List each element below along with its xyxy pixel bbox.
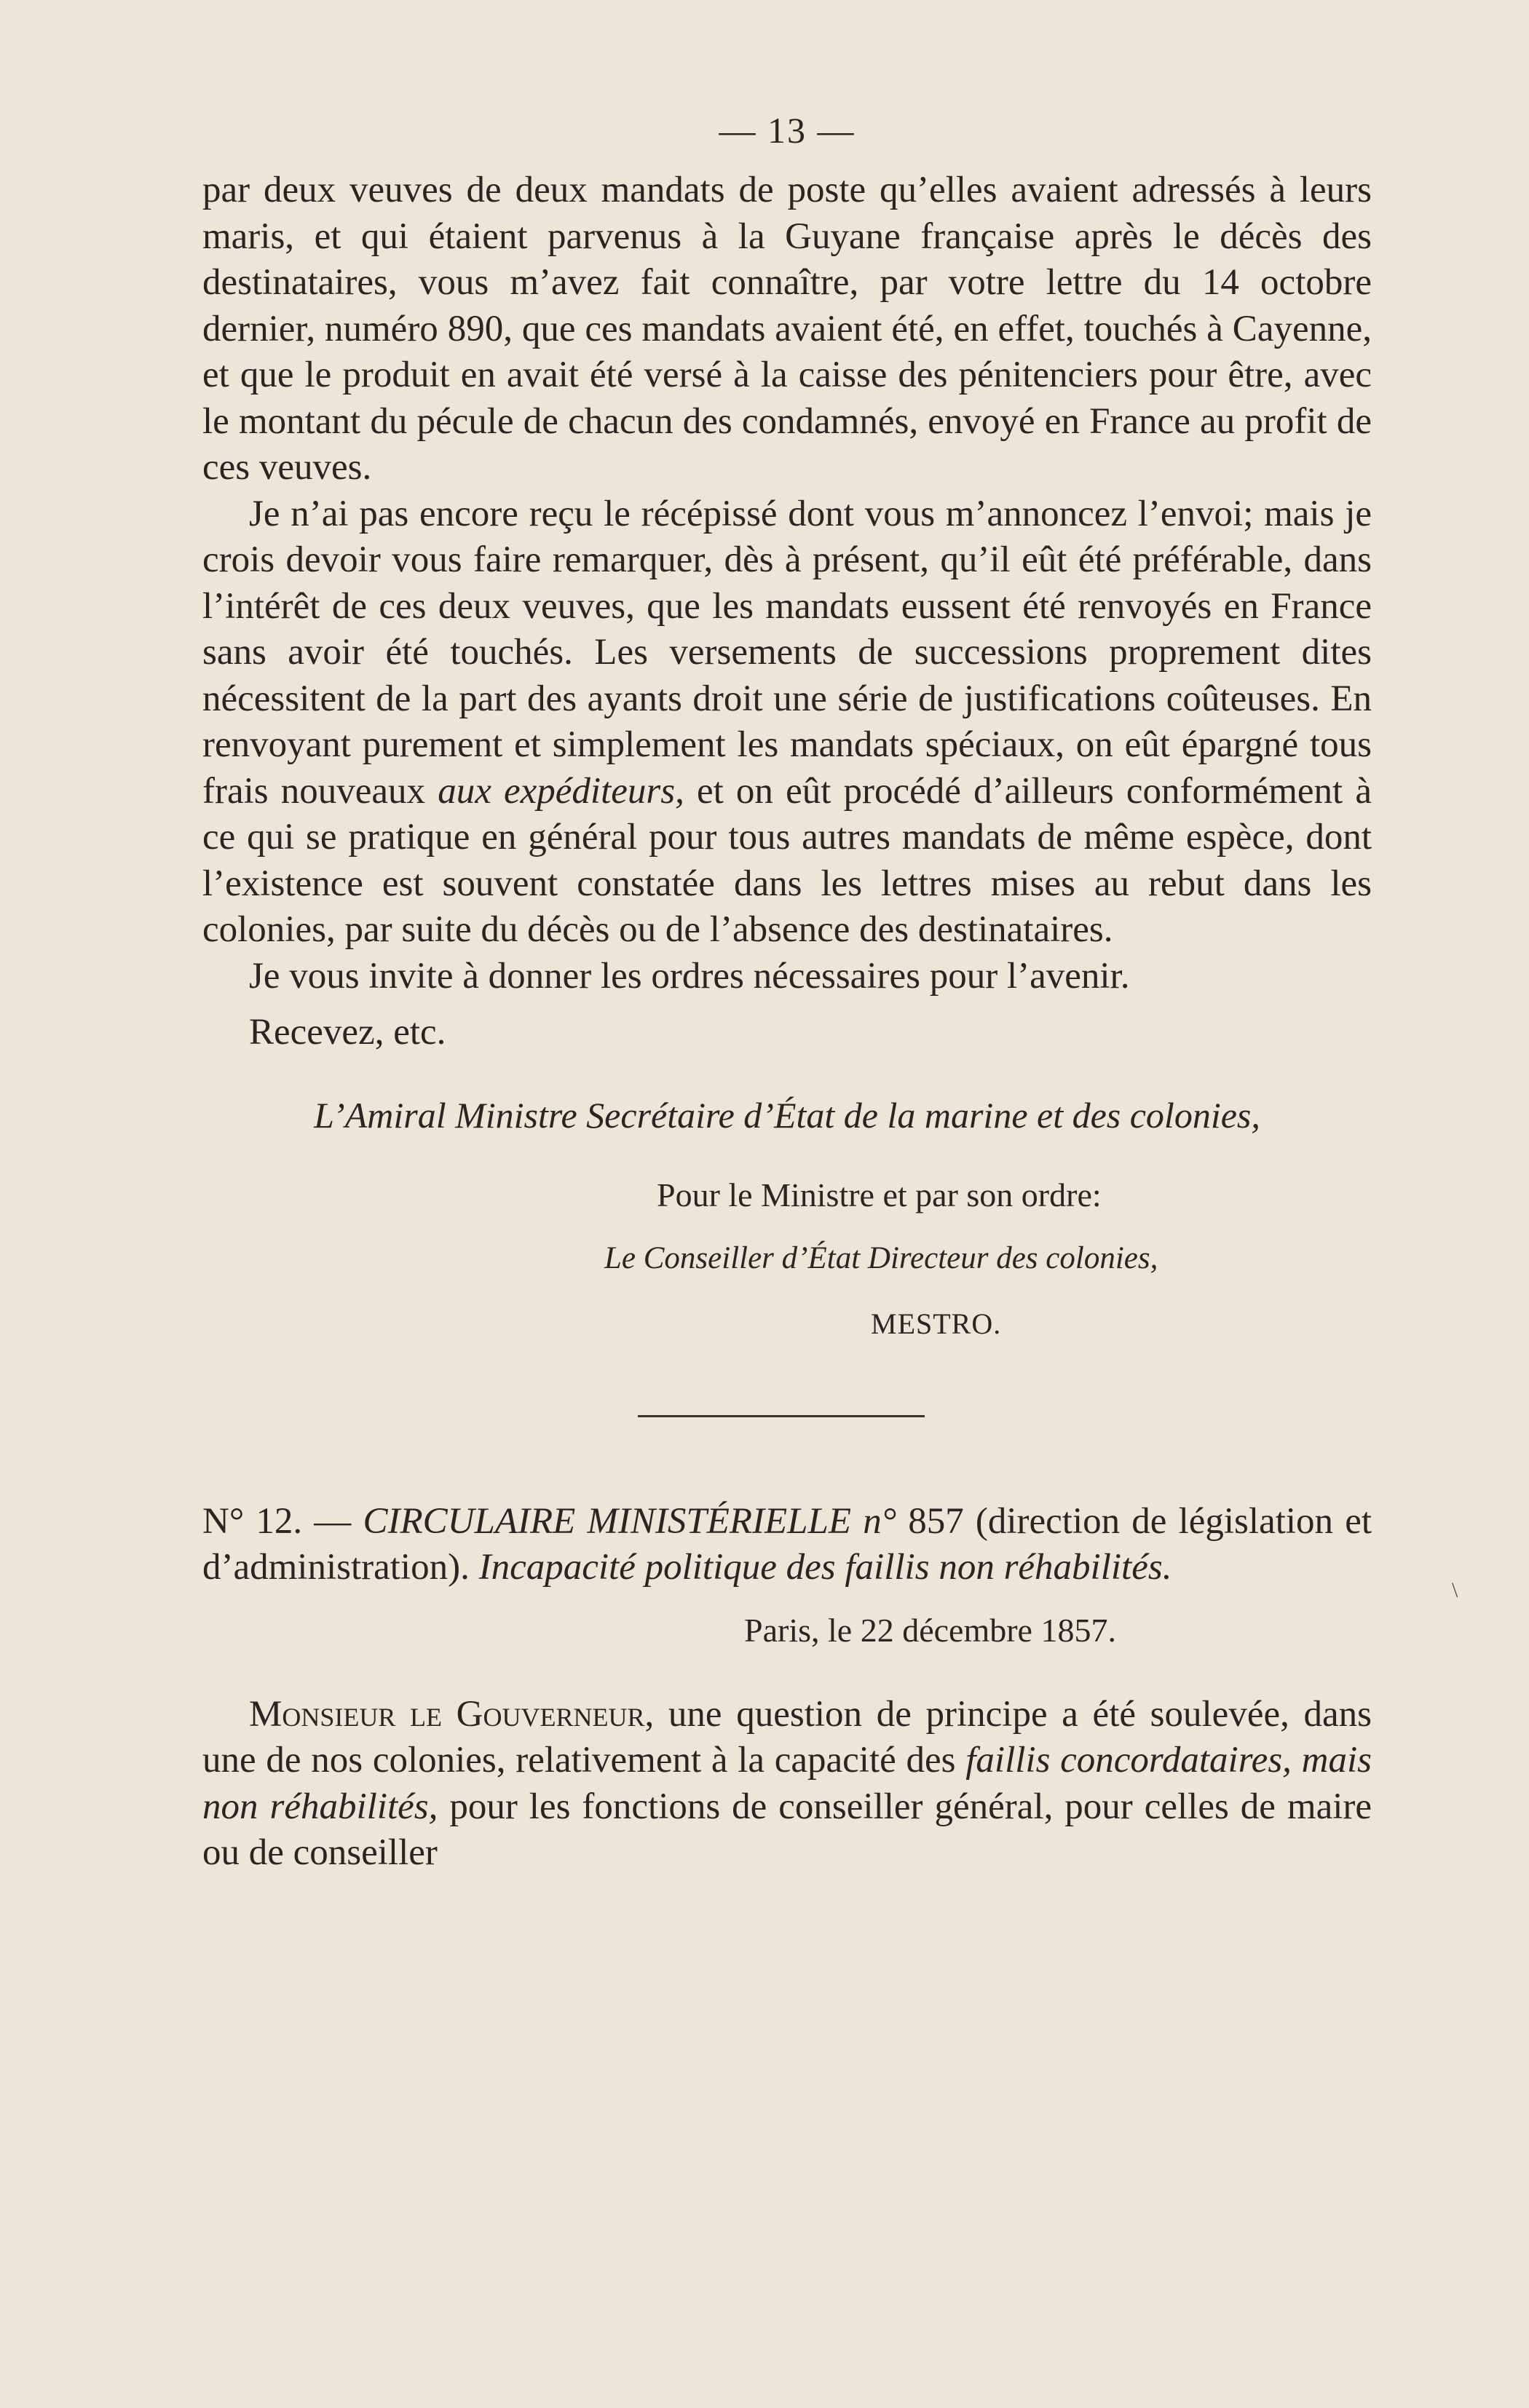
document-page (202, 109, 1372, 1877)
stray-mark: \ (1452, 1578, 1458, 1602)
circular-body (202, 1692, 1372, 1877)
page-number: — 13 — (719, 110, 856, 151)
paragraph-3: Je vous invite à donner les ordres nécessaires pour l’avenir. (249, 955, 1130, 997)
circular-direction: 857 (direction de législation et d’administration). (202, 1500, 1372, 1588)
circular-subject: Incapacité politique des faillis non réhabilités. (478, 1546, 1172, 1588)
signature-minister: L’Amiral Ministre Secrétaire d’État de la marine et des colonies, (314, 1094, 1260, 1136)
circular-body-text-b: pour les fonctions de conseiller général, pour celles de maire ou de conseiller (202, 1786, 1372, 1873)
circular-heading (202, 1499, 1372, 1591)
salutation: Monsieur le Gouverneur (249, 1693, 645, 1735)
signature-pour-ministre: Pour le Ministre et par son ordre: (657, 1176, 1102, 1213)
paragraph-1: par deux veuves de deux mandats de poste qu’elles avaient adressés à leurs maris, et qui étaient parvenus à la Guyane française après le décès des destinataires, vous m’avez fait connaître, par votre lettre du 14 octobre dernier, numéro 890, que ces mandats avaient été, en effet, touchés à Cayenne, et que le produit en avait été versé à la caisse des pénitenciers pour être, avec le montant du pécule de chacun des condamnés, envoyé en France au profit de ces veuves. (202, 170, 1372, 488)
paragraph-2 (202, 491, 1372, 954)
circular-number: N° 12. — (202, 1500, 363, 1542)
signature-conseiller: Le Conseiller d’État Directeur des colonies, (604, 1240, 1158, 1275)
closing-recevez: Recevez, etc. (249, 1012, 446, 1053)
circular-body-text-a: , une question de principe a été soulevée, dans une de nos colonies, relativement à la capacité des (202, 1693, 1372, 1781)
circular-title: CIRCULAIRE MINISTÉRIELLE n° (363, 1500, 909, 1542)
signature-name: MESTRO. (871, 1307, 1002, 1340)
section-divider (638, 1415, 925, 1417)
paragraph-2-text-b: et on eût procédé d’ailleurs conformément à ce qui se pratique en général pour tous autres mandats de même espèce, dont l’existence est souvent constatée dans les lettres mises au rebut dans les colonies, par suite du décès ou de l’absence des destinataires. (202, 770, 1372, 950)
paragraph-2-italic: aux expéditeurs, (438, 770, 684, 812)
circular-body-italic: faillis concordataires, mais non réhabilités, (202, 1740, 1372, 1827)
paragraph-2-text-a: Je n’ai pas encore reçu le récépissé dont vous m’annoncez l’envoi; mais je crois devoir vous faire remarquer, dès à présent, qu’il eût été préférable, dans l’intérêt de ces deux veuves, que les mandats eussent été renvoyés en France sans avoir été touchés. Les versements de successions proprement dites nécessitent de la part des ayants droit une série de justifications coûteuses. En renvoyant purement et simplement les mandats spéciaux, on eût épargné tous frais nouveaux (202, 493, 1372, 812)
date-line: Paris, le 22 décembre 1857. (744, 1611, 1116, 1649)
